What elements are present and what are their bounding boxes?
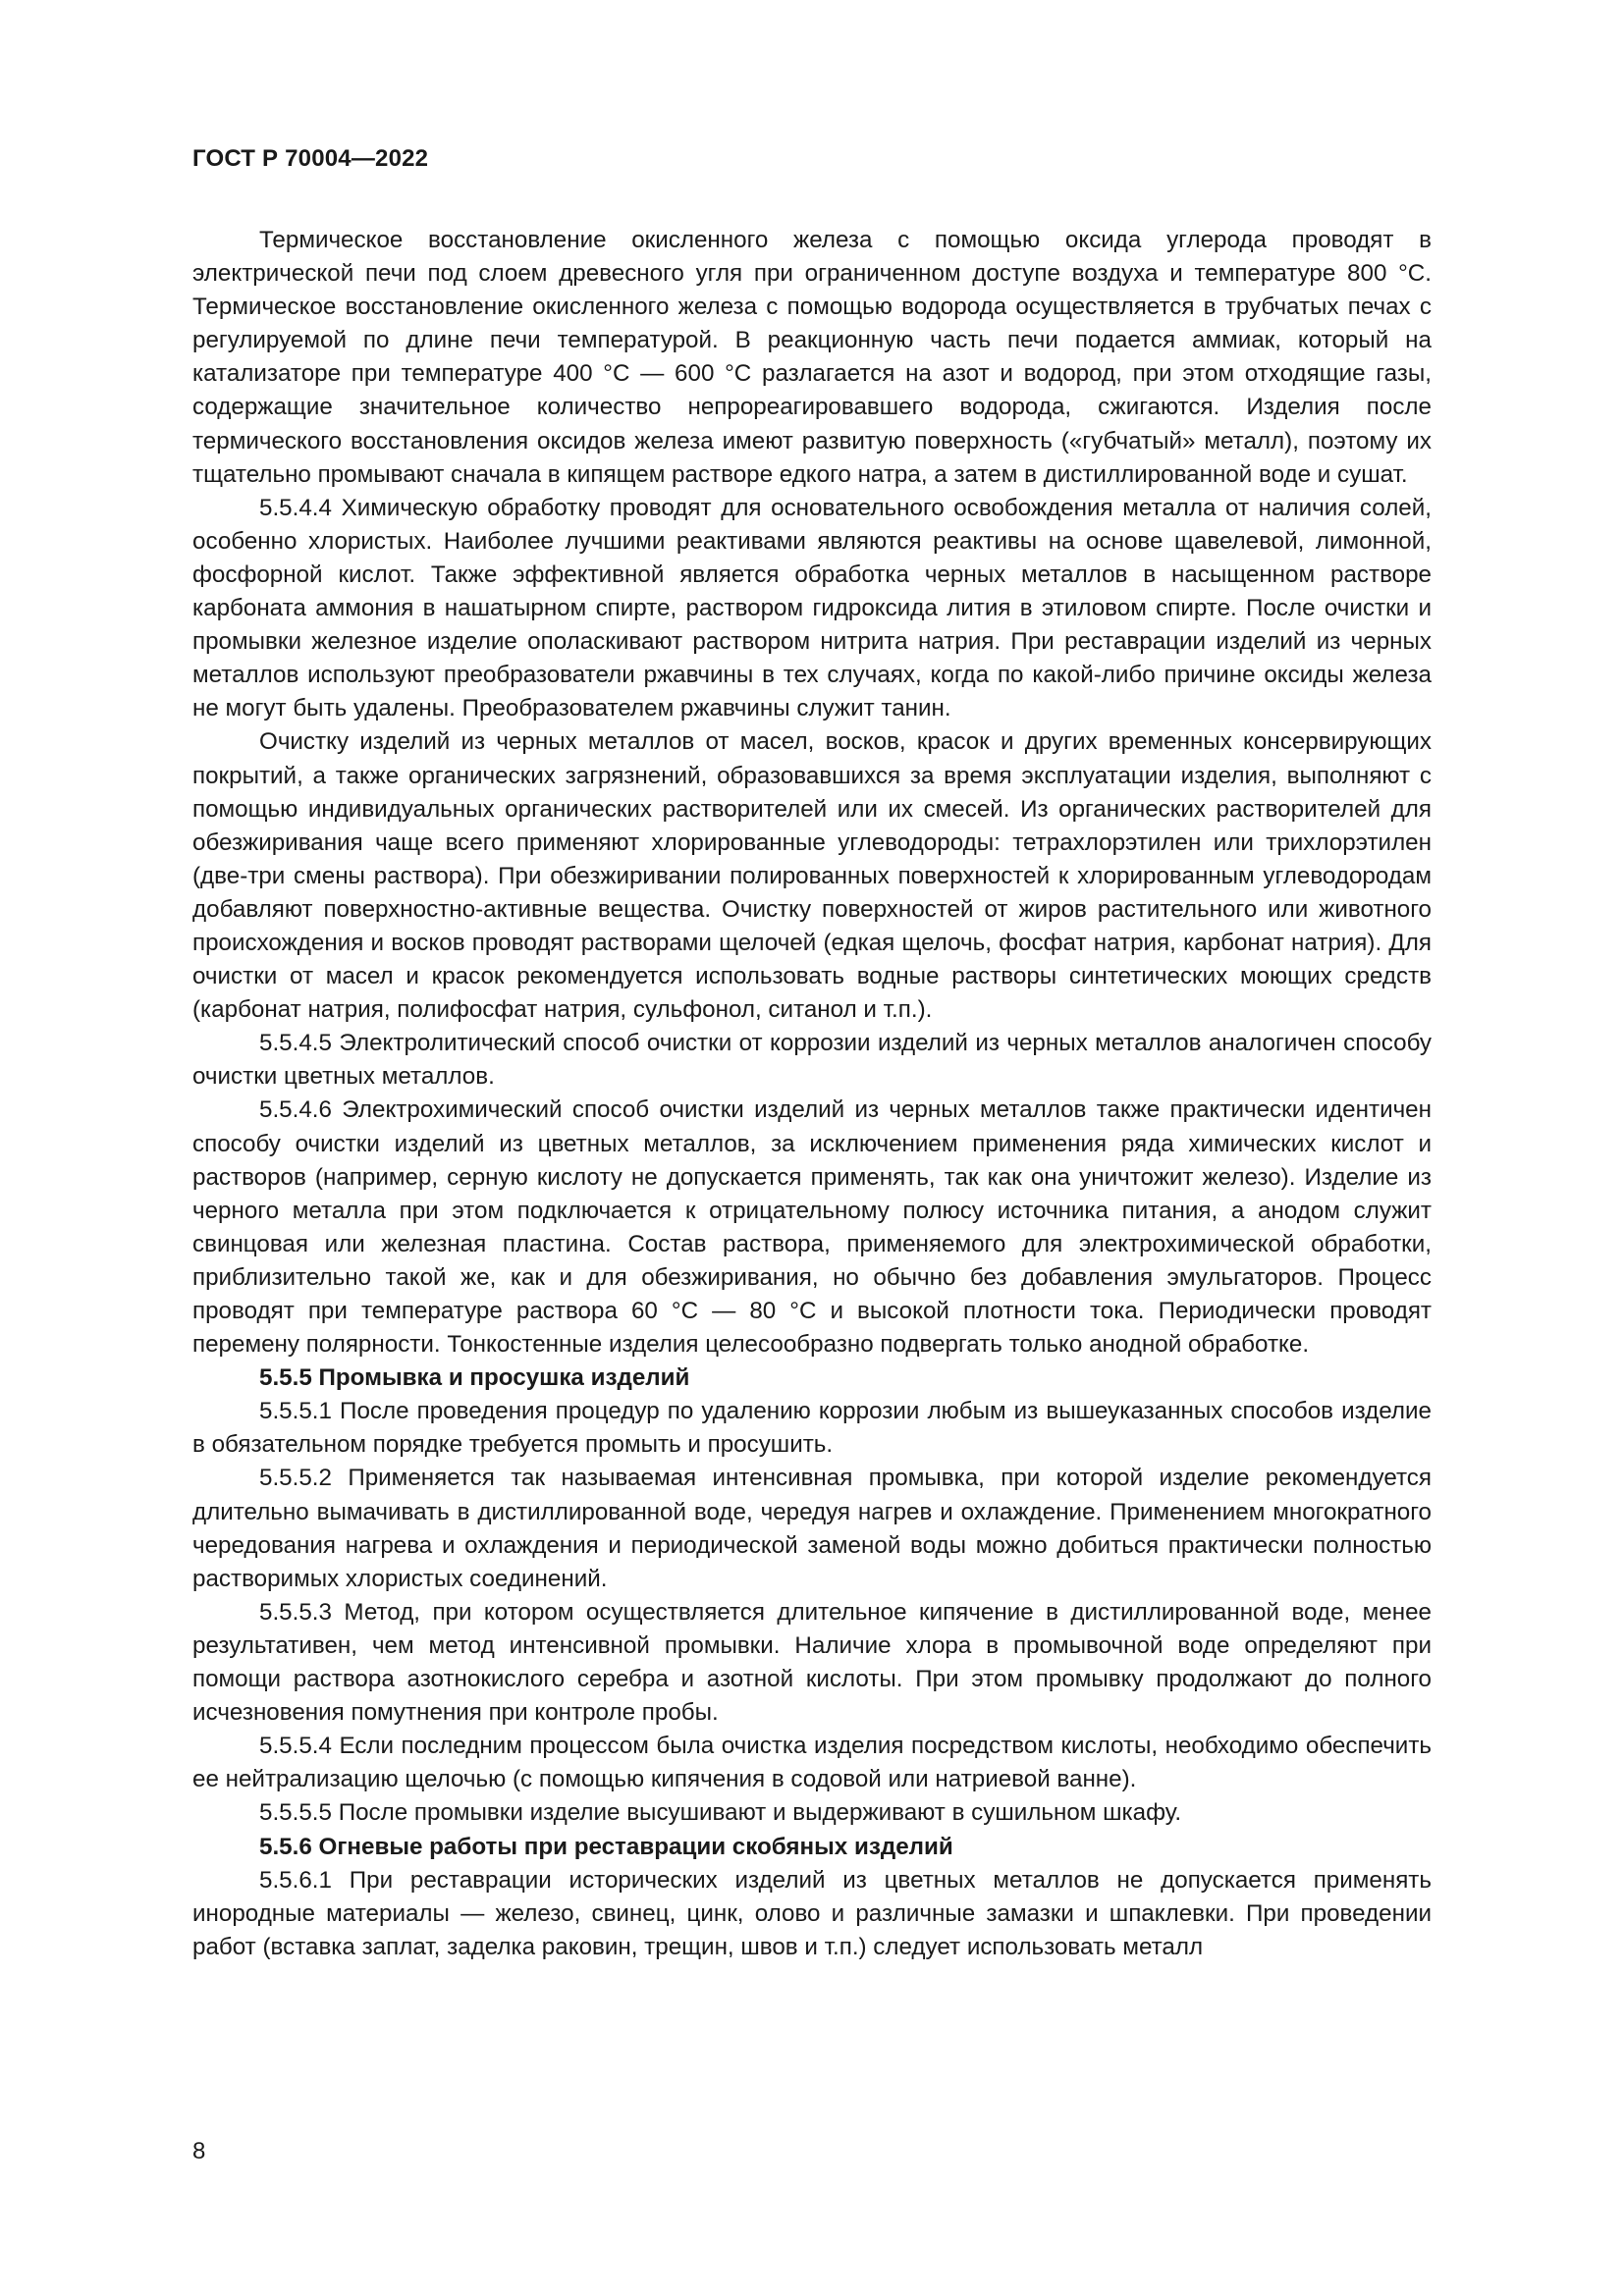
document-body	[192, 224, 1432, 1964]
paragraph-5-5-5-2: 5.5.5.2 Применяется так называемая интенсивная промывка, при которой изделие рекомендуется длительно вымачивать в дистиллированной воде, чередуя нагрев и охлаждение. Применением многократного чередования нагрева и охлаждения и периодической заменой воды можно добиться практически полностью растворимых хлористых соединений.	[192, 1465, 1432, 1592]
paragraph-5-5-5-1: 5.5.5.1 После проведения процедур по удалению коррозии любым из вышеуказанных способов изделие в обязательном порядке требуется промыть и просушить.	[192, 1398, 1432, 1459]
section-heading-5-5-5: 5.5.5 Промывка и просушка изделий	[259, 1364, 690, 1392]
section-heading-5-5-6: 5.5.6 Огневые работы при реставрации скобяных изделий	[259, 1833, 953, 1860]
paragraph-5-5-5-5: 5.5.5.5 После промывки изделие высушивают и выдерживают в сушильном шкафу.	[259, 1799, 1182, 1827]
paragraph-5-5-4-5: 5.5.4.5 Электролитический способ очистки от коррозии изделий из черных металлов аналогичен способу очистки цветных металлов.	[192, 1030, 1432, 1091]
paragraph-5-5-5-4: 5.5.5.4 Если последним процессом была очистка изделия посредством кислоты, необходимо обеспечить ее нейтрализацию щелочью (с помощью кипячения в содовой или натриевой ванне).	[192, 1733, 1432, 1793]
paragraph-5-5-4-6: 5.5.4.6 Электрохимический способ очистки изделий из черных металлов также практически идентичен способу очистки изделий из цветных металлов, за исключением применения ряда химических кислот и растворов (например, серную кислоту не допускается применять, так как она уничтожит железо). Изделие из черного металла при этом подключается к отрицательному полюсу источника питания, а анодом служит свинцовая или железная пластина. Состав раствора, применяемого для электрохимической обработки, приблизительно такой же, как и для обезжиривания, но обычно без добавления эмульгаторов. Процесс проводят при температуре раствора 60 °C — 80 °C и высокой плотности тока. Периодически проводят перемену полярности. Тонкостенные изделия целесообразно подвергать только анодной обработке.	[192, 1096, 1432, 1359]
paragraph-degreasing: Очистку изделий из черных металлов от масел, восков, красок и других временных консервирующих покрытий, а также органических загрязнений, образовавшихся за время эксплуатации изделия, выполняют с помощью индивидуальных органических растворителей или их смесей. Из органических растворителей для обезжиривания чаще всего применяют хлорированные углеводороды: тетрахлорэтилен или трихлорэтилен (две-три смены раствора). При обезжиривании полированных поверхностей к хлорированным углеводородам добавляют поверхностно-активные вещества. Очистку поверхностей от жиров растительного или животного происхождения и восков проводят растворами щелочей (едкая щелочь, фосфат натрия, карбонат натрия). Для очистки от масел и красок рекомендуется использовать водные растворы синтетических моющих средств (карбонат натрия, полифосфат натрия, сульфонол, ситанол и т.п.).	[192, 728, 1432, 1024]
document-header: ГОСТ Р 70004—2022	[192, 145, 429, 172]
paragraph-thermal-reduction: Термическое восстановление окисленного железа с помощью оксида углерода проводят в электрической печи под слоем древесного угля при ограниченном доступе воздуха и температуре 800 °C. Термическое восстановление окисленного железа с помощью водорода осуществляется в трубчатых печах с регулируемой по длине печи температурой. В реакционную часть печи подается аммиак, который на катализаторе при температуре 400 °C — 600 °C разлагается на азот и водород, при этом отходящие газы, содержащие значительное количество непрореагировавшего водорода, сжигаются. Изделия после термического восстановления оксидов железа имеют развитую поверхность («губчатый» металл), поэтому их тщательно промывают сначала в кипящем растворе едкого натра, а затем в дистиллированной воде и сушат.	[192, 227, 1432, 488]
page-number: 8	[192, 2138, 206, 2164]
paragraph-5-5-5-3: 5.5.5.3 Метод, при котором осуществляется длительное кипячение в дистиллированной воде, менее результативен, чем метод интенсивной промывки. Наличие хлора в промывочной воде определяют при помощи раствора азотнокислого серебра и азотной кислоты. При этом промывку продолжают до полного исчезновения помутнения при контроле пробы.	[192, 1598, 1432, 1727]
paragraph-5-5-6-1: 5.5.6.1 При реставрации исторических изделий из цветных металлов не допускается применять инородные материалы — железо, свинец, цинк, олово и различные замазки и шпаклевки. При проведении работ (вставка заплат, заделка раковин, трещин, швов и т.п.) следует использовать металл	[192, 1866, 1432, 1960]
paragraph-5-5-4-4: 5.5.4.4 Химическую обработку проводят для основательного освобождения металла от наличия солей, особенно хлористых. Наиболее лучшими реактивами являются реактивы на основе щавелевой, лимонной, фосфорной кислот. Также эффективной является обработка черных металлов в насыщенном растворе карбоната аммония в нашатырном спирте, раствором гидроксида лития в этиловом спирте. После очистки и промывки железное изделие ополаскивают раствором нитрита натрия. При реставрации изделий из черных металлов используют преобразователи ржавчины в тех случаях, когда по какой-либо причине оксиды железа не могут быть удалены. Преобразователем ржавчины служит танин.	[192, 494, 1432, 722]
